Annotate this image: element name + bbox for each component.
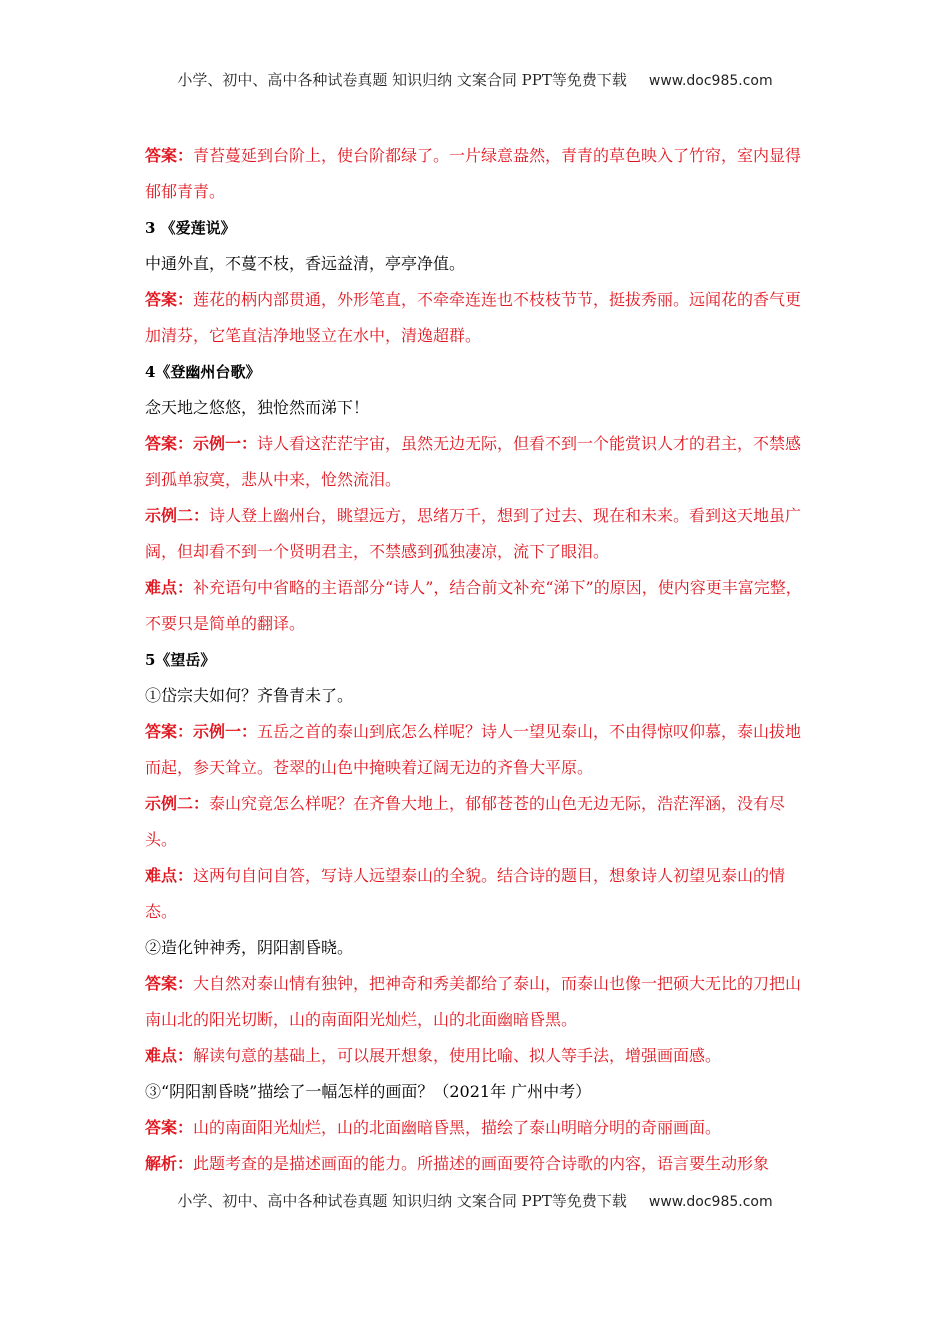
- footer-site-link[interactable]: www.doc985.com: [648, 1194, 773, 1210]
- header-site-link[interactable]: www.doc985.com: [648, 73, 773, 89]
- answer-label: 答案：: [145, 1118, 194, 1137]
- answer-text: 大自然对泰山情有独钟，把神奇和秀美都给了泰山，而泰山也像一把硕大无比的刀把山南山北的阳光切断，山的南面阳光灿烂，山的北面幽暗昏黑。: [145, 974, 802, 1029]
- difficulty-label: 难点：: [145, 1046, 194, 1065]
- answer-paragraph: [145, 426, 808, 498]
- example1-label: 示例一：: [193, 722, 258, 741]
- section-title: 3 《爱莲说》: [145, 219, 236, 237]
- example2-label: 示例二：: [145, 794, 210, 813]
- answer-text: 诗人看这茫茫宇宙，虽然无边无际，但看不到一个能赏识人才的君主，不禁感到孤单寂寞，悲从中来，怆然流泪。: [145, 434, 802, 489]
- answer-label: 答案：: [145, 290, 194, 309]
- footer-text: 小学、初中、高中各种试卷真题 知识归纳 文案合同 PPT等免费下载: [177, 1192, 627, 1210]
- answer-label: 答案：: [145, 974, 194, 993]
- difficulty-label: 难点：: [145, 578, 194, 597]
- header-text: 小学、初中、高中各种试卷真题 知识归纳 文案合同 PPT等免费下载: [177, 71, 627, 89]
- difficulty-text: 解读句意的基础上，可以展开想象，使用比喻、拟人等手法，增强画面感。: [193, 1046, 722, 1065]
- answer-label: 答案：: [145, 722, 194, 741]
- answer-paragraph: [145, 282, 808, 354]
- poem-line: 念天地之悠悠，独怆然而涕下！: [145, 398, 370, 417]
- example-text: 泰山究竟怎么样呢？在齐鲁大地上，郁郁苍苍的山色无边无际，浩茫浑涵，没有尽头。: [145, 794, 786, 849]
- document-body: [145, 138, 808, 1182]
- page-footer: [0, 1190, 950, 1211]
- difficulty-text: 补充语句中省略的主语部分“诗人”，结合前文补充“涕下”的原因，使内容更丰富完整，不要只是简单的翻译。: [145, 578, 802, 633]
- difficulty-paragraph: [145, 570, 808, 642]
- example-paragraph: [145, 498, 808, 570]
- difficulty-paragraph: [145, 858, 808, 930]
- answer-text: 山的南面阳光灿烂，山的北面幽暗昏黑，描绘了泰山明暗分明的奇丽画面。: [193, 1118, 722, 1137]
- analysis-paragraph: [145, 1146, 808, 1182]
- example-text: 诗人登上幽州台，眺望远方，思绪万千，想到了过去、现在和未来。看到这天地虽广阔，但却看不到一个贤明君主，不禁感到孤独凄凉，流下了眼泪。: [145, 506, 802, 561]
- poem-line: 中通外直，不蔓不枝，香远益清，亭亭净值。: [145, 254, 466, 273]
- example1-label: 示例一：: [193, 434, 258, 453]
- answer-paragraph: [145, 138, 808, 210]
- section-title: 5《望岳》: [145, 651, 216, 669]
- answer-paragraph: [145, 966, 808, 1038]
- answer-text: 五岳之首的泰山到底怎么样呢？诗人一望见泰山，不由得惊叹仰慕，泰山拔地而起，参天耸立。苍翠的山色中掩映着辽阔无边的齐鲁大平原。: [145, 722, 802, 777]
- page-header: [0, 69, 950, 90]
- analysis-text: 此题考查的是描述画面的能力。所描述的画面要符合诗歌的内容，语言要生动形象: [193, 1154, 770, 1173]
- difficulty-paragraph: [145, 1038, 808, 1074]
- analysis-label: 解析：: [145, 1154, 194, 1173]
- answer-text: 青苔蔓延到台阶上，使台阶都绿了。一片绿意盎然，青青的草色映入了竹帘，室内显得郁郁青青。: [145, 146, 802, 201]
- poem-line: ①岱宗夫如何？齐鲁青未了。: [145, 686, 354, 705]
- difficulty-label: 难点：: [145, 866, 194, 885]
- answer-paragraph: [145, 1110, 808, 1146]
- difficulty-text: 这两句自问自答，写诗人远望泰山的全貌。结合诗的题目，想象诗人初望见泰山的情态。: [145, 866, 786, 921]
- section-title: 4《登幽州台歌》: [145, 363, 261, 381]
- example-paragraph: [145, 786, 808, 858]
- question-line: ③“阴阳割昏晓”描绘了一幅怎样的画面？（2021年 广州中考）: [145, 1082, 592, 1101]
- example2-label: 示例二：: [145, 506, 210, 525]
- answer-text: 莲花的柄内部贯通，外形笔直，不牵牵连连也不枝枝节节，挺拔秀丽。远闻花的香气更加清芬，它笔直洁净地竖立在水中，清逸超群。: [145, 290, 802, 345]
- answer-label: 答案：: [145, 434, 194, 453]
- answer-label: 答案：: [145, 146, 194, 165]
- answer-paragraph: [145, 714, 808, 786]
- poem-line: ②造化钟神秀，阴阳割昏晓。: [145, 938, 354, 957]
